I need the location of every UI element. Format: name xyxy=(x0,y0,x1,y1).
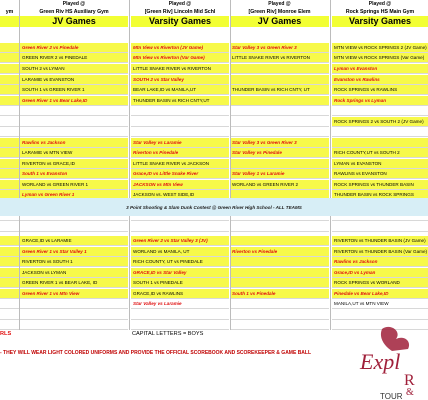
played-label xyxy=(0,0,19,8)
game-cell xyxy=(0,236,19,246)
played-label: Played @ xyxy=(268,1,291,7)
schedule-column xyxy=(131,0,229,330)
game-cell xyxy=(0,75,19,85)
column-header xyxy=(230,0,329,27)
game-cell xyxy=(0,117,19,127)
game-cell xyxy=(230,127,329,137)
game-cell: Mtn View vs Riverton (JV Game) xyxy=(131,43,229,53)
game-cell: Lyman vs Green River 1 xyxy=(20,190,128,200)
game-cell: LITTLE SNAKE RIVER vs RIVERTON xyxy=(131,64,229,74)
game-cell xyxy=(230,159,329,169)
game-cell xyxy=(0,257,19,267)
game-cell xyxy=(20,310,128,320)
game-cell: Mtn View vs Riverton (Var Game) xyxy=(131,53,229,63)
game-cell: Pinedale vs Bear Lake,ID xyxy=(332,289,428,299)
game-cell xyxy=(230,222,329,232)
game-cell: Evanston vs Rawlins xyxy=(332,75,428,85)
contest-band-text: 3 Point Shooting & Slam Dunk Contest @ Green River High School - ALL TEAMS xyxy=(126,205,302,210)
game-cell: Green River 2 vs Pinedale xyxy=(20,43,128,53)
game-cell: ROCK SPRINGS vs RAWLINS xyxy=(332,85,428,95)
game-cell: RICH COUNTY,UT vs SOUTH 2 xyxy=(332,148,428,158)
game-cell: Green River 1 vs Star Valley 1 xyxy=(20,247,128,257)
game-cell: LARAMIE vs MTN VIEW xyxy=(20,148,128,158)
explore-tourism-logo xyxy=(352,325,428,400)
game-cell: JACKSON vs LYMAN xyxy=(20,268,128,278)
svg-text:TOUR: TOUR xyxy=(380,392,403,400)
game-cell xyxy=(0,127,19,137)
game-cell xyxy=(0,247,19,257)
column-divider xyxy=(19,0,20,330)
uniform-note: - THEY WILL WEAR LIGHT COLORED UNIFORMS AND PROVIDE THE OFFICIAL SCOREBOOK AND SCOREKEEPER & GAME BALL xyxy=(0,350,312,356)
game-cell xyxy=(230,236,329,246)
game-level xyxy=(0,16,19,27)
game-cell: RIVERTON vs SOUTH 1 xyxy=(20,257,128,267)
game-cell xyxy=(332,138,428,148)
game-cell: WORLAND vs MANILA, UT xyxy=(131,247,229,257)
game-cell: Rawlins vs Jackson xyxy=(332,257,428,267)
svg-text:R: R xyxy=(404,372,415,389)
game-cell xyxy=(20,127,128,137)
game-cell xyxy=(20,222,128,232)
game-cell: ROCK SPRINGS 2 vs SOUTH 2 (JV Game) xyxy=(332,117,428,127)
game-cell: Green River 1 vs Mtn View xyxy=(20,289,128,299)
game-cell xyxy=(131,320,229,330)
game-cell xyxy=(0,148,19,158)
game-cell xyxy=(20,320,128,330)
game-cell: SOUTH 1 vs PINEDALE xyxy=(131,278,229,288)
game-cell: Green River 1 vs Bear Lake,ID xyxy=(20,96,128,106)
game-cell: SOUTH 2 vs Star Valley xyxy=(131,75,229,85)
game-cell: Grace,ID vs Lyman xyxy=(332,268,428,278)
game-cell: GRACE,ID vs Star Valley xyxy=(131,268,229,278)
game-cell xyxy=(131,310,229,320)
game-cell xyxy=(230,106,329,116)
game-cell: Star Valley 3 vs Green River 3 xyxy=(230,138,329,148)
game-cell xyxy=(0,96,19,106)
schedule-column xyxy=(332,0,428,330)
game-cell: Star Valley 1 vs Laramie xyxy=(230,169,329,179)
game-cell xyxy=(332,106,428,116)
game-cell xyxy=(131,117,229,127)
game-cell: Green River 2 vs Star Valley 3 (JV) xyxy=(131,236,229,246)
game-cell xyxy=(0,138,19,148)
game-cell xyxy=(131,222,229,232)
game-cell xyxy=(20,106,128,116)
column-header xyxy=(131,0,229,27)
game-cell: Star Valley 3 vs Green River 3 xyxy=(230,43,329,53)
game-cell: MTN VIEW vs ROCK SPRINGS (Var Game) xyxy=(332,53,428,63)
game-level: Varsity Games xyxy=(131,16,229,27)
game-cell xyxy=(0,222,19,232)
game-cell: JACKSON vs. WEST SIDE,ID xyxy=(131,190,229,200)
game-cell xyxy=(0,106,19,116)
game-cell: LARAMIE vs EVANSTON xyxy=(20,75,128,85)
boys-legend: CAPITAL LETTERS = BOYS xyxy=(132,331,204,337)
game-cell xyxy=(0,310,19,320)
schedule-column xyxy=(230,0,329,330)
game-cell: Grace,ID vs Little Snake River xyxy=(131,169,229,179)
schedule-column xyxy=(0,0,19,330)
game-cell xyxy=(0,289,19,299)
played-label: Played @ xyxy=(62,1,86,7)
girls-legend: RLS xyxy=(0,331,12,337)
venue-name: Green Riv HS Auxiliary Gym xyxy=(39,9,109,15)
game-cell: RAWLINS vs EVANSTON xyxy=(332,169,428,179)
game-cell: South 1 vs Pinedale xyxy=(230,289,329,299)
game-cell xyxy=(131,106,229,116)
game-cell: ROCK SPRINGS vs WORLAND xyxy=(332,278,428,288)
game-cell: WORLAND vs GREEN RIVER 2 xyxy=(230,180,329,190)
game-cell xyxy=(332,310,428,320)
game-cell: WORLAND vs GREEN RIVER 1 xyxy=(20,180,128,190)
column-divider xyxy=(330,0,331,330)
venue-name: [Green Riv] Monroe Elem xyxy=(248,9,311,15)
game-cell: Star Valley vs Laramie xyxy=(131,138,229,148)
game-cell: GRACE,ID vs LARAMIE xyxy=(20,236,128,246)
game-cell: Riverton vs Pinedale xyxy=(230,247,329,257)
game-cell: Star Valley vs Pinedale xyxy=(230,148,329,158)
game-cell: GREEN RIVER 2 vs PINEDALE xyxy=(20,53,128,63)
game-cell xyxy=(0,278,19,288)
game-cell xyxy=(230,117,329,127)
game-cell: GREEN RIVER 1 vs BEAR LAKE, ID xyxy=(20,278,128,288)
game-cell xyxy=(0,268,19,278)
game-cell: SOUTH 2 vs LYMAN xyxy=(20,64,128,74)
game-cell xyxy=(230,75,329,85)
schedule-column xyxy=(20,0,128,330)
game-cell: LYMAN vs EVANSTON xyxy=(332,159,428,169)
game-cell xyxy=(20,117,128,127)
game-cell: RIVERTON vs THUNDER BASIN (JV Game) xyxy=(332,236,428,246)
game-cell xyxy=(0,299,19,309)
game-cell: RIVERTON vs GRACE,ID xyxy=(20,159,128,169)
game-cell xyxy=(0,43,19,53)
game-cell: Lyman vs Evanston xyxy=(332,64,428,74)
game-cell xyxy=(0,320,19,330)
game-cell: South 1 vs Evanston xyxy=(20,169,128,179)
game-cell: MTN VIEW vs ROCK SPRINGS 2 (JV Game) xyxy=(332,43,428,53)
game-level: JV Games xyxy=(230,16,329,27)
game-cell xyxy=(20,299,128,309)
game-cell: ROCK SPRINGS vs THUNDER BASIN xyxy=(332,180,428,190)
svg-text:&: & xyxy=(406,387,414,398)
game-cell: THUNDER BASIN vs RICH CNTY,UT xyxy=(131,96,229,106)
column-divider xyxy=(129,0,130,330)
game-cell: RIVERTON vs THUNDER BASIN (Var Game) xyxy=(332,247,428,257)
game-cell: SOUTH 1 vs GREEN RIVER 1 xyxy=(20,85,128,95)
column-header xyxy=(332,0,428,27)
game-level: JV Games xyxy=(20,16,128,27)
game-cell xyxy=(230,257,329,267)
game-cell xyxy=(131,127,229,137)
svg-text:Expl: Expl xyxy=(360,349,401,374)
game-cell xyxy=(230,268,329,278)
game-cell xyxy=(230,310,329,320)
game-cell: Star Valley vs Laramie xyxy=(131,299,229,309)
game-cell xyxy=(230,299,329,309)
game-cell xyxy=(0,159,19,169)
game-cell: Riverton vs Pinedale xyxy=(131,148,229,158)
game-level: Varsity Games xyxy=(332,16,428,27)
venue-name: [Green Riv] Lincoln Mid Schl xyxy=(144,9,216,15)
venue-name: Rock Springs HS Main Gym xyxy=(345,9,415,15)
game-cell: THUNDER BASIN vs RICH CNTY, UT xyxy=(230,85,329,95)
game-cell xyxy=(0,64,19,74)
game-cell xyxy=(230,278,329,288)
game-cell: JACKSON vs Mtn View xyxy=(131,180,229,190)
game-cell: GRACE,ID vs RAWLINS xyxy=(131,289,229,299)
played-label: Played @ xyxy=(168,1,192,7)
game-cell: THUNDER BASIN vs ROCK SPRINGS xyxy=(332,190,428,200)
column-header xyxy=(20,0,128,27)
game-cell xyxy=(332,222,428,232)
game-cell xyxy=(0,53,19,63)
game-cell xyxy=(230,320,329,330)
game-cell xyxy=(0,85,19,95)
game-cell: Rock Springs vs Lyman xyxy=(332,96,428,106)
played-label: Played @ xyxy=(368,1,392,7)
game-cell xyxy=(230,96,329,106)
game-cell: Rawlins vs Jackson xyxy=(20,138,128,148)
column-divider xyxy=(230,0,231,330)
game-cell: RICH COUNTY, UT vs PINEDALE xyxy=(131,257,229,267)
venue-name: ym xyxy=(5,9,14,15)
game-cell: LITTLE SNAKE RIVER vs JACKSON xyxy=(131,159,229,169)
game-cell xyxy=(230,64,329,74)
game-cell: MANILA,UT vs MTN VIEW xyxy=(332,299,428,309)
game-cell xyxy=(0,180,19,190)
game-cell: BEAR LAKE,ID vs MANILA,UT xyxy=(131,85,229,95)
game-cell xyxy=(0,169,19,179)
game-cell xyxy=(332,127,428,137)
game-cell: LITTLE SNAKE RIVER vs RIVERTON xyxy=(230,53,329,63)
column-header xyxy=(0,0,19,27)
